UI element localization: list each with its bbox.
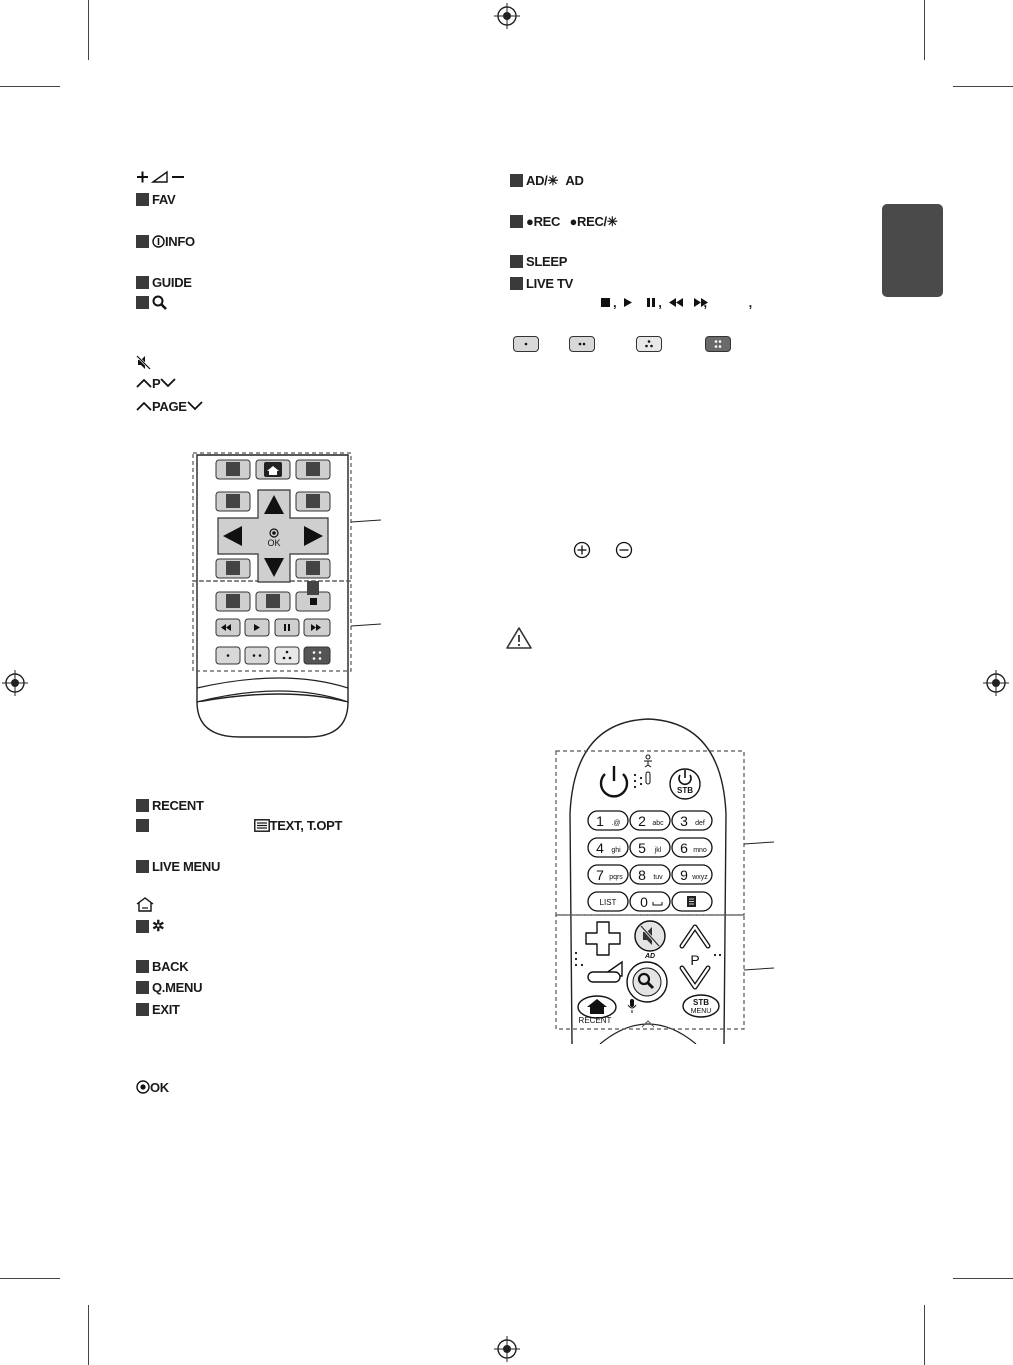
teletext-icon bbox=[254, 819, 270, 832]
key-marker bbox=[136, 860, 149, 873]
volume-icon bbox=[136, 170, 186, 184]
registration-mark-bottom bbox=[494, 1336, 520, 1362]
mute-icon bbox=[136, 355, 151, 370]
digit-label: 6 bbox=[680, 840, 688, 856]
digit-label: 1 bbox=[596, 813, 604, 829]
digit-letters: mno bbox=[693, 847, 707, 854]
remote-bottom bbox=[197, 702, 348, 737]
stop-icon bbox=[601, 298, 610, 307]
key-marker bbox=[136, 920, 149, 933]
digit-letters: wxyz bbox=[692, 874, 708, 881]
key-marker bbox=[136, 981, 149, 994]
stb-menu-label-line2: MENU bbox=[690, 1008, 712, 1015]
zoom-out-icon bbox=[615, 541, 633, 559]
zero-key-label: 0 bbox=[640, 894, 648, 910]
sleep-label: SLEEP bbox=[510, 254, 567, 270]
volume-label bbox=[136, 170, 186, 186]
key-marker bbox=[136, 960, 149, 973]
playback-keys-label: , , , , bbox=[600, 295, 710, 316]
digit-letters: abc bbox=[652, 820, 664, 827]
registration-mark-right bbox=[983, 670, 1009, 696]
standard-remote-illustration bbox=[180, 440, 390, 740]
key-marker bbox=[510, 277, 523, 290]
exit-label: EXIT bbox=[136, 1002, 180, 1018]
program-key-label: P bbox=[690, 952, 700, 968]
chevron-down-icon bbox=[187, 401, 203, 411]
digit-letters: .@ bbox=[611, 820, 621, 827]
key-marker bbox=[136, 799, 149, 812]
fav-label: FAV bbox=[136, 192, 175, 208]
digit-letters: def bbox=[695, 820, 705, 827]
live-menu-label: LIVE MENU bbox=[136, 859, 220, 875]
zoom-in-icon bbox=[573, 541, 591, 559]
yellow-button-icon bbox=[636, 336, 662, 352]
chevron-up-icon bbox=[136, 378, 152, 388]
digit-letters: ghi bbox=[611, 847, 621, 854]
info-label: INFO bbox=[136, 234, 195, 250]
digit-label: 2 bbox=[638, 813, 646, 829]
key-marker bbox=[136, 819, 149, 832]
digit-letters: jkl bbox=[654, 847, 662, 854]
chevron-down-icon bbox=[160, 378, 176, 388]
digit-label: 4 bbox=[596, 840, 604, 856]
registration-mark-left bbox=[2, 670, 28, 696]
ok-wheel-icon bbox=[136, 1080, 150, 1094]
asterisk-icon: ✳ bbox=[547, 173, 559, 188]
list-key-label: LIST bbox=[599, 898, 617, 907]
stb-power-label: STB bbox=[677, 786, 693, 795]
search-icon bbox=[152, 295, 167, 310]
record-dot-icon: ● bbox=[569, 214, 577, 229]
digit-label: 7 bbox=[596, 867, 604, 883]
key-marker bbox=[136, 1003, 149, 1016]
registration-mark-top bbox=[494, 3, 520, 29]
back-label: BACK bbox=[136, 959, 188, 975]
recent-label: RECENT bbox=[136, 798, 204, 814]
stb-menu-label-line1: STB bbox=[693, 998, 709, 1007]
asterisk-icon: ✳ bbox=[606, 214, 618, 229]
magic-remote-illustration bbox=[550, 714, 790, 1044]
recent-key-label: RECENT bbox=[578, 1016, 612, 1025]
key-marker bbox=[136, 276, 149, 289]
rec-label: ●REC ●REC/✳ bbox=[510, 214, 617, 230]
ok-key-label: OK bbox=[267, 538, 281, 548]
digit-letters: tuv bbox=[653, 874, 663, 881]
ok-label: OK bbox=[136, 1080, 169, 1096]
language-tab bbox=[882, 204, 943, 297]
key-marker bbox=[136, 193, 149, 206]
blue-button-icon bbox=[705, 336, 731, 352]
live-tv-label: LIVE TV bbox=[510, 276, 573, 292]
settings-label bbox=[136, 919, 164, 935]
digit-label: 5 bbox=[638, 840, 646, 856]
digit-label: 8 bbox=[638, 867, 646, 883]
chevron-up-icon bbox=[136, 401, 152, 411]
page-label: PAGE bbox=[136, 399, 203, 415]
green-button-icon bbox=[569, 336, 595, 352]
guide-label: GUIDE bbox=[136, 275, 192, 291]
record-dot-icon: ● bbox=[526, 214, 534, 229]
mute-label bbox=[136, 355, 151, 372]
program-label: P bbox=[136, 376, 176, 392]
search-label bbox=[136, 295, 167, 311]
ad-key-label: AD bbox=[644, 953, 656, 960]
digit-letters: pqrs bbox=[609, 874, 623, 881]
digit-label: 3 bbox=[680, 813, 688, 829]
key-marker bbox=[510, 255, 523, 268]
ad-label: AD/✳ AD bbox=[510, 173, 584, 189]
home-label bbox=[136, 897, 154, 914]
key-marker bbox=[510, 174, 523, 187]
gear-icon: ✲ bbox=[152, 918, 165, 935]
red-button-icon bbox=[513, 336, 539, 352]
home-icon bbox=[136, 897, 154, 912]
key-marker bbox=[136, 235, 149, 248]
warning-icon bbox=[505, 626, 533, 650]
volume-minus-icon bbox=[588, 972, 620, 982]
key-marker bbox=[136, 296, 149, 309]
q-menu-label: Q.MENU bbox=[136, 980, 202, 996]
text-topt-label: TEXT, T.OPT bbox=[136, 818, 342, 834]
key-marker bbox=[510, 215, 523, 228]
digit-label: 9 bbox=[680, 867, 688, 883]
info-icon bbox=[152, 235, 165, 248]
